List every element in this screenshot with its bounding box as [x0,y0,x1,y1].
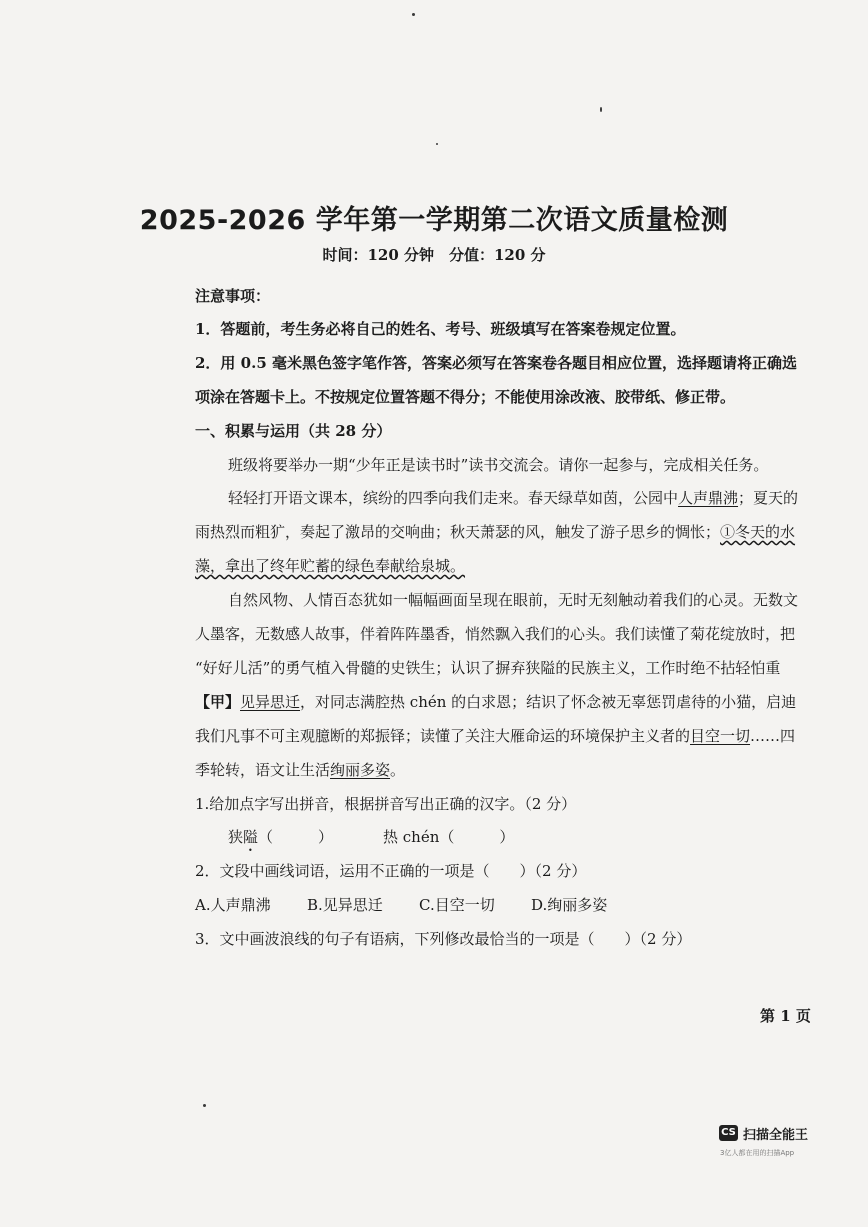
question-3: 3．文中画波浪线的句子有语病，下列修改最恰当的一项是（ ）（2 分） [195,930,692,948]
dotted-char: 隘 [243,828,259,846]
exam-time-score: 时间：120 分钟 分值：120 分 [322,246,546,264]
para2-line-3: “好好儿活”的勇气植入骨髓的史铁生；认识了摒弃狭隘的民族主义，工作时绝不拈轻怕重 [195,659,781,677]
page-number: 第 1 页 [760,1007,811,1025]
wavy-sentence-end: 藻，拿出了终年贮蓄的绿色奉献给泉城。 [195,557,466,575]
para1-line-3 [195,555,465,576]
notice-item-2-line-1: 2．用 0.5 毫米黑色签字笔作答，答案必须写在答案卷各题目相应位置，选择题请将正确选 [195,354,797,372]
para2-line-2: 人墨客，无数感人故事，伴着阵阵墨香，悄然飘入我们的心头。我们读懂了菊花绽放时，把 [195,625,796,643]
para1-line-2: 雨热烈而粗犷，奏起了激昂的交响曲；秋天萧瑟的风，触发了游子思乡的惆怅；①冬天的水 [195,523,796,541]
underlined-word-1: 人声鼎沸 [678,489,739,507]
para2-line-1: 自然风物、人情百态犹如一幅幅画面呈现在眼前，无时无刻触动着我们的心灵。无数文 [228,591,799,609]
para2-line-6: 季轮转，语文让生活绚丽多姿。 [195,761,406,779]
option-a: A.人声鼎沸 [195,896,271,914]
notice-item-1: 1．答题前，考生务必将自己的姓名、考号、班级填写在答案卷规定位置。 [195,320,686,338]
notice-heading: 注意事项： [195,287,271,305]
option-d: D.绚丽多姿 [531,896,608,914]
underlined-word-4: 绚丽多姿 [330,761,391,779]
camscanner-logo-icon: CS [719,1125,738,1141]
para2-line-5: 我们凡事不可主观臆断的郑振铎；读懂了关注大雁命运的环境保护主义者的目空一切……四 [195,727,796,745]
blank-jia: 【甲】 [195,693,241,711]
section-1-intro: 班级将要举办一期“少年正是读书时”读书交流会。请你一起参与，完成相关任务。 [228,456,769,474]
camscanner-tagline: 3亿人都在用的扫描App [720,1149,795,1157]
scan-speck [412,13,415,16]
scan-speck [436,143,438,145]
para2-line-4: 【甲】见异思迁，对同志满腔热 chén 的白求恩；结识了怀念被无辜惩罚虐待的小猫，启迪 [195,693,797,711]
underlined-word-3: 目空一切 [690,727,751,745]
question-2: 2．文段中画线词语，运用不正确的一项是（ ）（2 分） [195,862,587,880]
wavy-sentence-start: ①冬天的水 [720,523,796,541]
camscanner-name: 扫描全能王 [743,1128,809,1143]
exam-title: 2025-2026 学年第一学期第二次语文质量检测 [139,205,729,236]
section-1-heading: 一、积累与运用（共 28 分） [195,422,392,440]
para1-line-1: 轻轻打开语文课本，缤纷的四季向我们走来。春天绿草如茵，公园中人声鼎沸；夏天的 [228,489,799,507]
underlined-word-2: 见异思迁 [240,693,301,711]
option-b: B.见异思迁 [307,896,383,914]
scan-speck [600,107,602,112]
notice-item-2-line-2: 项涂在答题卡上。不按规定位置答题不得分；不能使用涂改液、胶带纸、修正带。 [195,388,736,406]
question-1: 1.给加点字写出拼音，根据拼音写出正确的汉字。（2 分） [195,795,577,813]
option-c: C.目空一切 [419,896,495,914]
scan-speck [203,1104,206,1107]
question-1-item-a: 狭隘（ ） [228,828,334,846]
question-1-item-b: 热 chén（ ） [383,828,515,846]
